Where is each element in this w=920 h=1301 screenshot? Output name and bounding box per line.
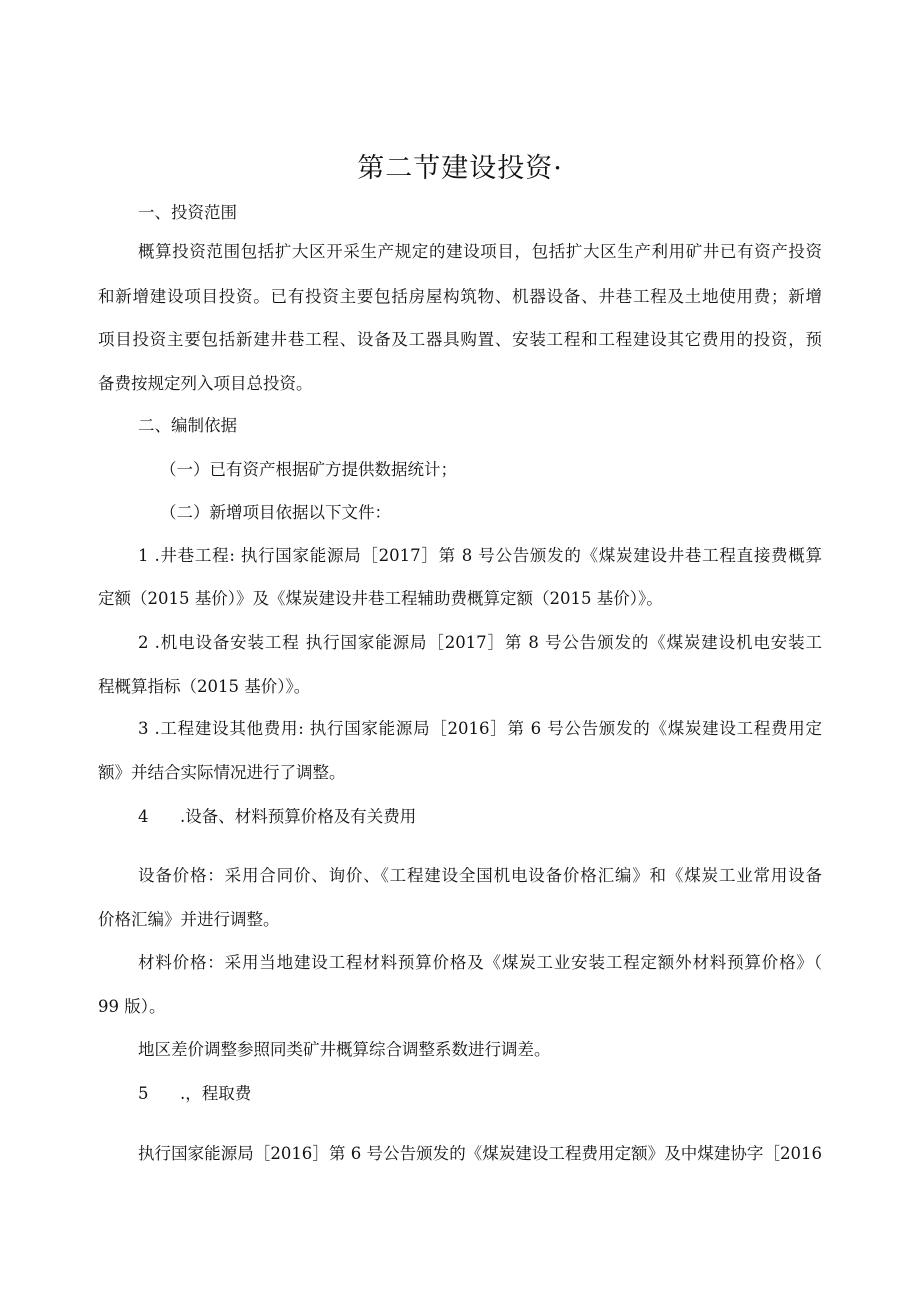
numbered-item-line: 3 .工程建设其他费用: 执行国家能源局［2016］第 6 号公告颁发的《煤炭建设工程费用定 (138, 719, 822, 738)
section-heading-investment-scope: 一、投资范围 (138, 203, 237, 222)
paragraph-line: 概算投资范围包括扩大区开采生产规定的建设项目，包括扩大区生产利用矿井已有资产投资 (138, 242, 822, 261)
item-heading: .，程取费 (180, 1084, 252, 1103)
paragraph-line: 价格汇编》并进行调整。 (98, 910, 280, 929)
numbered-item-line: 程概算指标（2015 基价）》。 (98, 677, 311, 696)
list-item: （二）新增项目依据以下文件： (160, 503, 391, 522)
paragraph-line: 备费按规定列入项目总投资。 (98, 374, 313, 393)
paragraph-line: 和新增建设项目投资。已有投资主要包括房屋构筑物、机器设备、井巷工程及土地使用费；新增 (98, 287, 822, 306)
paragraph-line: 执行国家能源局［2016］第 6 号公告颁发的《煤炭建设工程费用定额》及中煤建协字［2016 (138, 1144, 822, 1163)
paragraph-line: 地区差价调整参照同类矿井概算综合调整系数进行调差。 (138, 1040, 551, 1059)
section-heading-compilation-basis: 二、编制依据 (138, 416, 237, 435)
paragraph-line: 设备价格：采用合同价、询价、《工程建设全国机电设备价格汇编》和《煤炭工业常用设备 (138, 866, 822, 885)
list-item: （一）已有资产根据矿方提供数据统计； (160, 460, 457, 479)
numbered-item-line: 1 .井巷工程: 执行国家能源局［2017］第 8 号公告颁发的《煤炭建设井巷工程直接费概算 (138, 546, 822, 565)
item-heading: .设备、材料预算价格及有关费用 (180, 807, 417, 826)
numbered-item-line: 额》并结合实际情况进行了调整。 (98, 763, 346, 782)
paragraph-line: 99 版）。 (98, 997, 166, 1016)
numbered-item-line: 定额（2015 基价）》及《煤炭建设井巷工程辅助费概算定额（2015 基价）》。 (98, 589, 663, 608)
item-number: 5 (138, 1084, 149, 1103)
paragraph-line: 材料价格：采用当地建设工程材料预算价格及《煤炭工业安装工程定额外材料预算价格》（ (138, 953, 822, 972)
numbered-item-line: 2 .机电设备安装工程 执行国家能源局［2017］第 8 号公告颁发的《煤炭建设机电安装工 (138, 633, 822, 652)
page-title: 第二节建设投资· (357, 153, 563, 184)
item-number: 4 (138, 807, 149, 826)
paragraph-line: 项目投资主要包括新建井巷工程、设备及工器具购置、安装工程和工程建设其它费用的投资，预 (98, 330, 822, 349)
